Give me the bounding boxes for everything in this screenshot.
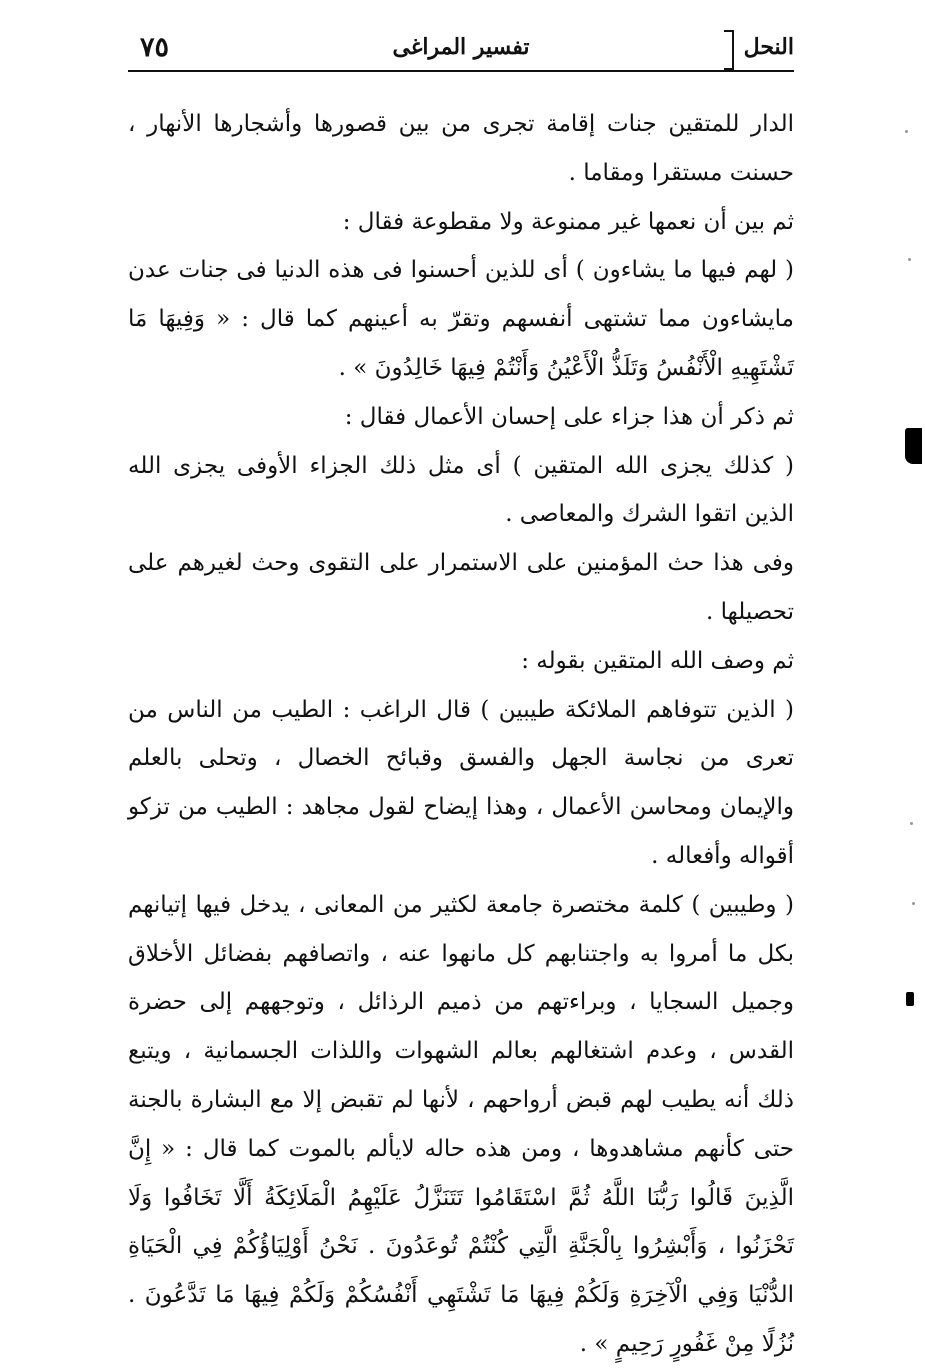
paragraph: ( لهم فيها ما يشاءون ) أى للذين أحسنوا فى هذه الدنيا فى جنات عدن مايشاءون مما تشتهى أنفسهم وتقرّ به أعينهم كما قال : « وَفِيهَا مَا تَشْتَهِيهِ الْأَنْفُسُ وَتَلَذُّ الْأَعْيُنُ وَأَنْتُمْ فِيهَا خَالِدُونَ » .	[128, 257, 794, 381]
paragraph: ( كذلك يجزى الله المتقين ) أى مثل ذلك الجزاء الأوفى يجزى الله الذين اتقوا الشرك والمعاصى .	[128, 452, 794, 528]
paragraph: ثم ذكر أن هذا جزاء على إحسان الأعمال فقال :	[344, 403, 794, 430]
scan-speck	[910, 822, 913, 825]
paragraph: ثم بين أن نعمها غير ممنوعة ولا مقطوعة فقال :	[342, 208, 794, 235]
paragraph: الدار للمتقين جنات إقامة تجرى من بين قصورها وأشجارها الأنهار ، حسنت مستقرا ومقاما .	[128, 111, 794, 186]
scan-mark	[906, 992, 914, 1006]
scan-speck	[905, 130, 908, 133]
scan-mark	[905, 428, 922, 464]
paragraph: ( الذين تتوفاهم الملائكة طيبين ) قال الراغب : الطيب من الناس من تعرى من نجاسة الجهل والفسق وقبائح الخصال ، وتحلى بالعلم والإيمان ومحاسن الأعمال ، وهذا إيضاح لقول مجاهد : الطيب من تزكو أقواله وأفعاله .	[128, 696, 794, 869]
page-header	[128, 28, 794, 72]
scan-speck	[908, 258, 911, 261]
paragraph: ( وطيبين ) كلمة مختصرة جامعة لكثير من المعانى ، يدخل فيها إتيانهم بكل ما أمروا به واجتنابهم كل مانهوا عنه ، واتصافهم بفضائل الأخلاق وجميل السجايا ، وبراءتهم من ذميم الرذائل ، وتوجههم إلى حضرة القدس ، وعدم اشتغالهم بعالم الشهوات واللذات الجسمانية ، ويتبع ذلك أنه يطيب لهم قبض أرواحهم ، لأنها لم تقبض إلا مع البشارة بالجنة حتى كأنهم مشاهدوها ، ومن هذه حاله لايألم بالموت كما قال : « إِنَّ الَّذِينَ قَالُوا رَبُّنَا اللَّهُ ثُمَّ اسْتَقَامُوا تَتَنَزَّلُ عَلَيْهِمُ الْمَلَائِكَةُ أَلَّا تَخَافُوا وَلَا تَحْزَنُوا ، وَأَبْشِرُوا بِالْجَنَّةِ الَّتِي كُنْتُمْ تُوعَدُونَ . نَحْنُ أَوْلِيَاؤُكُمْ فِي الْحَيَاةِ الدُّنْيَا وَفِي الْآخِرَةِ وَلَكُمْ فِيهَا مَا تَشْتَهِي أَنْفُسُكُمْ وَلَكُمْ فِيهَا مَا تَدَّعُونَ . نُزُلًا مِنْ غَفُورٍ رَحِيمٍ » .	[128, 891, 794, 1357]
surah-name: النحل	[743, 34, 794, 60]
scan-speck	[912, 902, 915, 905]
paragraph: وفى هذا حث المؤمنين على الاستمرار على التقوى وحث لغيرهم على تحصيلها .	[128, 550, 794, 625]
page-body	[128, 100, 794, 1369]
header-bracket	[724, 30, 734, 70]
paragraph: ثم وصف الله المتقين بقوله :	[521, 647, 794, 674]
book-title: تفسير المراغى	[392, 34, 530, 60]
page-number: ٧٥	[140, 32, 170, 63]
